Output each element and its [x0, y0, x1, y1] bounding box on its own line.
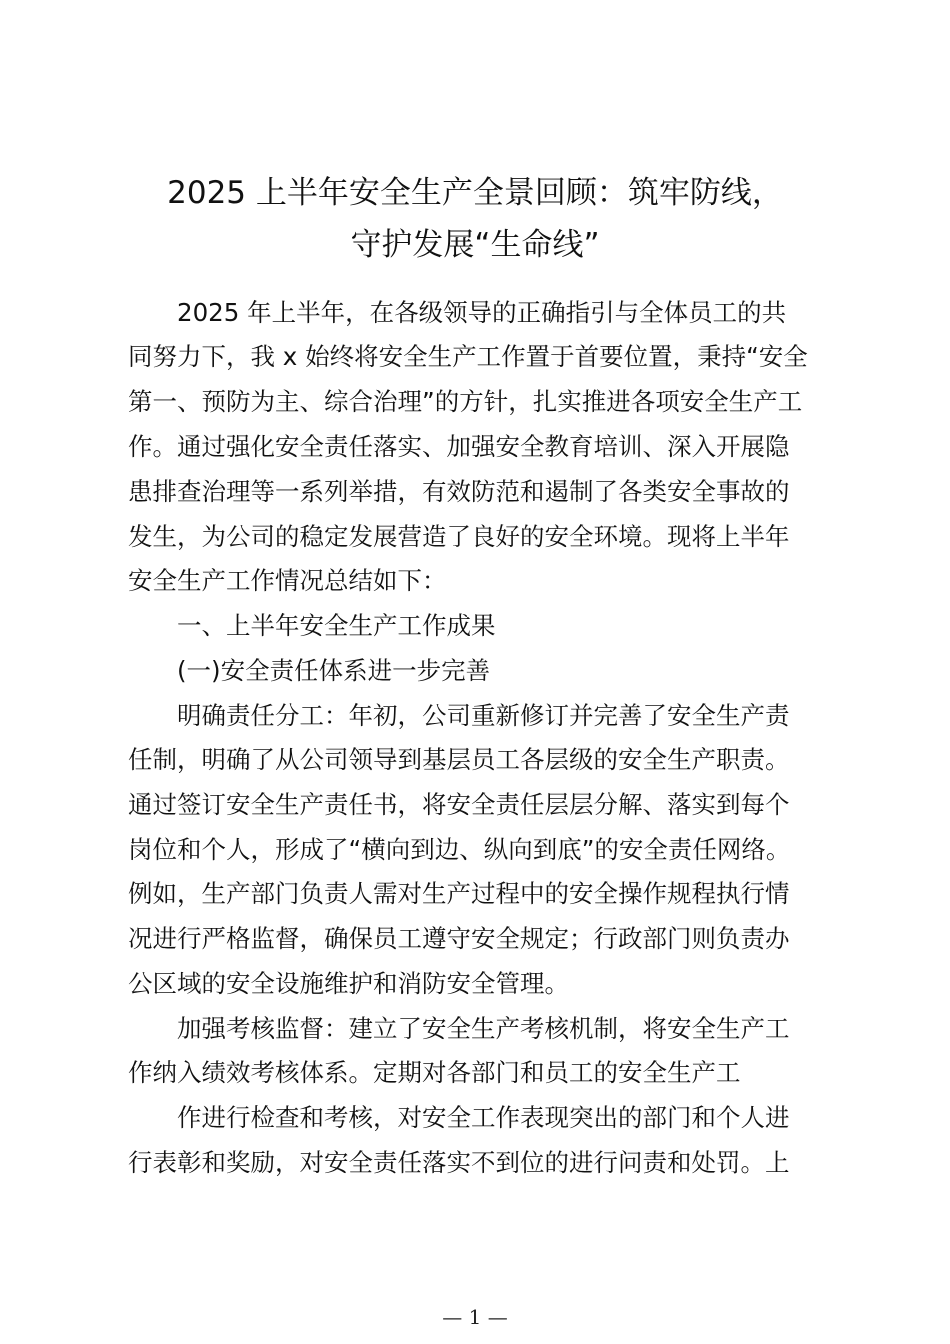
paragraph-line: 2025 年上半年，在各级领导的正确指引与全体员工的共	[177, 298, 787, 327]
paragraph-line: 明确责任分工：年初，公司重新修订并完善了安全生产责	[177, 701, 790, 730]
paragraph-line: 安全生产工作情况总结如下：	[128, 566, 447, 595]
paragraph-line: 行表彰和奖励，对安全责任落实不到位的进行问责和处罚。上	[128, 1148, 790, 1177]
page-number: — 1 —	[442, 1305, 508, 1329]
paragraph-line: 公区域的安全设施维护和消防安全管理。	[128, 969, 569, 998]
paragraph-line: 第一、预防为主、综合治理”的方针，扎实推进各项安全生产工	[128, 387, 803, 416]
document-title-line-2: 守护发展“生命线”	[350, 227, 600, 263]
paragraph-line: 患排查治理等一系列举措，有效防范和遏制了各类安全事故的	[128, 477, 790, 506]
paragraph-line: 任制，明确了从公司领导到基层员工各层级的安全生产职责。	[128, 745, 790, 774]
document-title-line-1: 2025 上半年安全生产全景回顾：筑牢防线，	[167, 175, 783, 211]
subsection-heading: (一)安全责任体系进一步完善	[177, 656, 491, 685]
paragraph-line: 况进行严格监督，确保员工遵守安全规定；行政部门则负责办	[128, 924, 790, 953]
paragraph-line: 通过签订安全生产责任书，将安全责任层层分解、落实到每个	[128, 790, 790, 819]
paragraph-line: 发生，为公司的稳定发展营造了良好的安全环境。现将上半年	[128, 522, 790, 551]
paragraph-line: 例如，生产部门负责人需对生产过程中的安全操作规程执行情	[128, 879, 790, 908]
section-heading: 一、上半年安全生产工作成果	[177, 611, 496, 640]
paragraph-line: 作进行检查和考核，对安全工作表现突出的部门和个人进	[177, 1103, 790, 1132]
paragraph-line: 作纳入绩效考核体系。定期对各部门和员工的安全生产工	[128, 1058, 741, 1087]
paragraph-line: 作。通过强化安全责任落实、加强安全教育培训、深入开展隐	[128, 432, 790, 461]
paragraph-line: 加强考核监督：建立了安全生产考核机制，将安全生产工	[177, 1014, 790, 1043]
paragraph-line: 同努力下，我 x 始终将安全生产工作置于首要位置，秉持“安全	[128, 342, 808, 371]
paragraph-line: 岗位和个人，形成了“横向到边、纵向到底”的安全责任网络。	[128, 835, 791, 864]
